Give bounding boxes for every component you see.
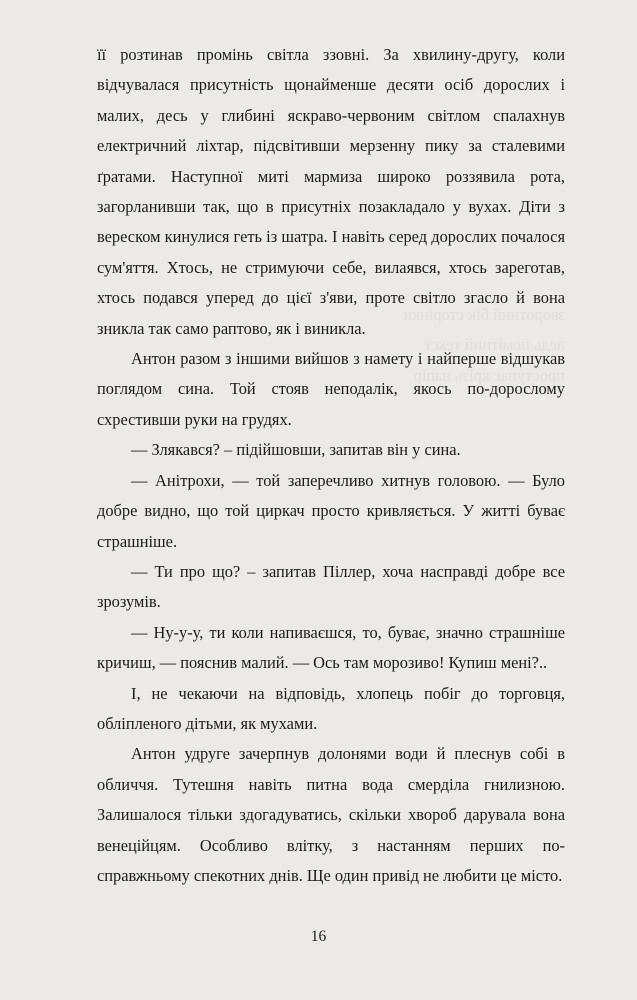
paragraph: Антон удруге зачерпнув долонями води й плеснув собі в обличчя. Тутешня навіть питна вода смерділа гнилизною. Залишалося тільки здогадуватись, скільки хвороб дарувала вона венеційцям. Особливо влітку, з настанням перших по-справжньому спекотних днів. Ще один привід не любити це місто.	[97, 744, 565, 885]
paragraph: — Ти про що? – запитав Піллер, хоча насправді добре все зрозумів.	[97, 561, 565, 612]
showthrough-line: зворотний бік сторінки	[403, 305, 565, 324]
paragraph: І, не чекаючи на відповідь, хлопець побіг до торговця, обліпленого дітьми, як мухами.	[97, 683, 565, 733]
paragraph: її розтинав промінь світла ззовні. За хвилину-другу, коли відчувалася присутність щонайменше десяти осіб дорослих і малих, десь у глибині яскраво-червоним світлом спалахнув електричний ліхтар, підсвітивши мерзенну пику за сталевими ґратами. Наступної миті мармиза широко роззявила рота, загорланивши так, що в присутніх позакладало у вухах. Діти з вереском кинулися геть із шатра. І навіть серед дорослих почалося сум'яття. Хтось, не стримуючи себе, вилаявся, хтось зареготав, хтось подався уперед до цієї з'яви, проте світло згасло й вона зникла так само раптово, як і виникла.	[97, 45, 565, 338]
showthrough-line: ледь помітний текст	[424, 335, 565, 355]
showthrough-line: проступає крізь папір	[413, 365, 565, 385]
paragraph: — Злякався? – підійшовши, запитав він у сина.	[131, 440, 461, 460]
paragraph: — Анітрохи, — той заперечливо хитнув головою. — Було добре видно, що той циркач просто кривляється. У житті буває страшніше.	[97, 470, 565, 551]
paragraph: — Ну-у-у, ти коли напиваєшся, то, буває, значно страшніше кричиш, — пояснив малий. — Ось там морозиво! Купиш мені?..	[97, 622, 565, 673]
page-body	[97, 40, 565, 891]
paragraph: Антон разом з іншими вийшов з намету і найперше відшукав поглядом сина. Той стояв неподалік, якось по-дорослому схрестивши руки на грудях.	[97, 349, 565, 429]
page-number: 16	[310, 928, 327, 945]
